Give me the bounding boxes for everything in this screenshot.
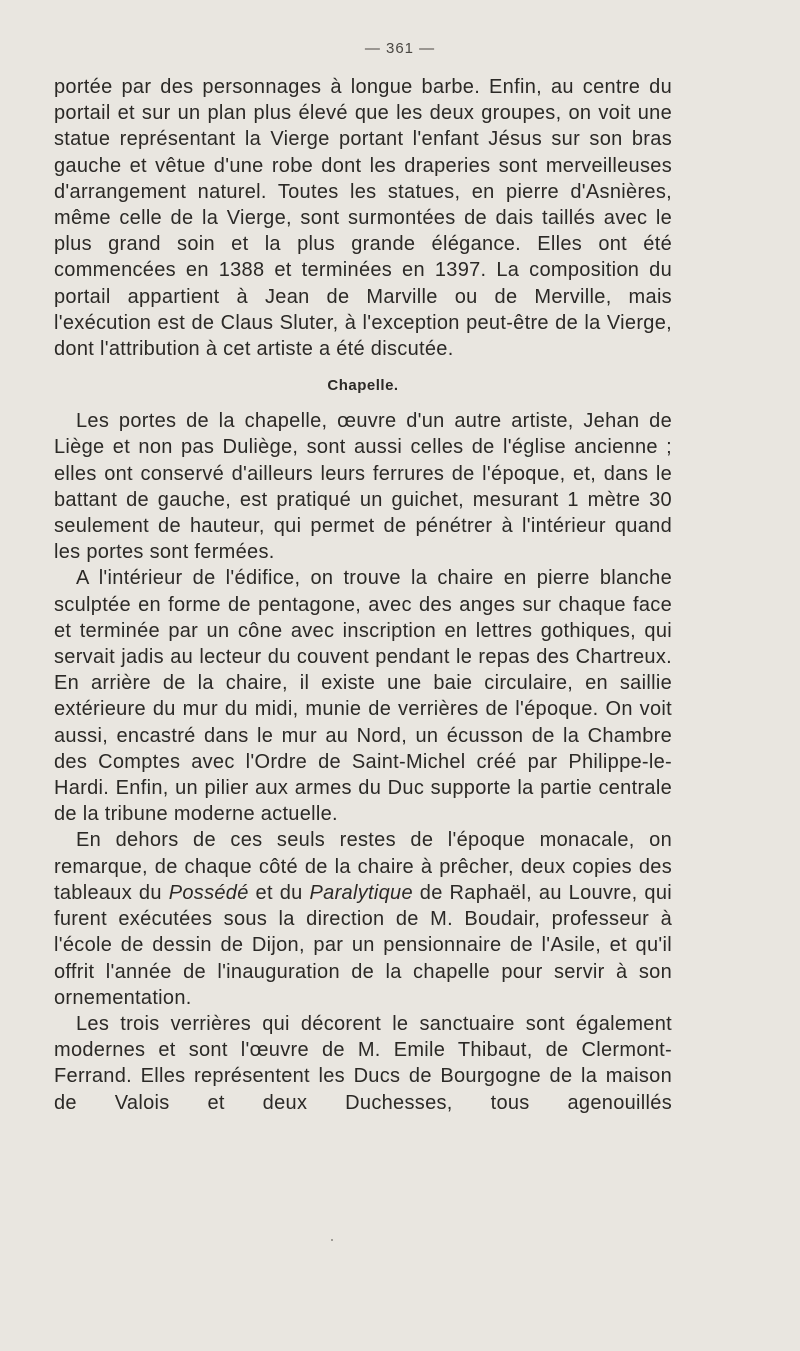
tableaux-text-2: et du — [248, 881, 310, 904]
tableaux-text-3: de Raphaël, au Louvre, qui furent exécutées sous la direction de M. Boudair, professeur à l'école de dessin de Dijon, par un pensionnaire de l'Asile, et qu'il offrit l'année de l'inauguration de la chapelle pour servir à son ornementation. — [54, 881, 672, 1009]
section-heading-chapelle: Chapelle. — [327, 377, 399, 395]
title-possede: Possédé — [168, 881, 249, 904]
paragraph-tableaux — [54, 827, 672, 1010]
paragraph-interieur: A l'intérieur de l'édifice, on trouve la chaire en pierre blanche sculptée en forme de pentagone, avec des anges sur chaque face et terminée par un cône avec inscription en lettres gothiques, qui servait jadis au lecteur du couvent pendant le repas des Chartreux. En arrière de la chaire, il existe une baie circulaire, en saillie extérieure du mur du midi, munie de verrières de l'époque. On voit aussi, encastré dans le mur au Nord, un écusson de la Chambre des Comptes avec l'Ordre de Saint-Michel créé par Philippe-le-Hardi. Enfin, un pilier aux armes du Duc supporte la partie centrale de la tribune moderne actuelle. — [54, 567, 672, 826]
page-number: — 361 — — [364, 40, 436, 57]
tableaux-text-1: En dehors de ces seuls restes de l'époque monacale, on remarque, de chaque côté de la chaire à prêcher, deux copies des tableaux du — [54, 829, 672, 904]
paragraph-verrieres: Les trois verrières qui décorent le sanctuaire sont également modernes et sont l'œuvre de M. Emile Thibaut, de Clermont-Ferrand. Elles représentent les Ducs de Bourgogne de la maison de Valois et deux Duchesses, tous agenouillés — [54, 1012, 672, 1114]
paper-speck — [331, 1239, 333, 1241]
title-paralytique: Paralytique — [309, 881, 413, 904]
paragraph-portes: Les portes de la chapelle, œuvre d'un autre artiste, Jehan de Liège et non pas Duliège, sont aussi celles de l'église ancienne ; elles ont conservé d'ailleurs leurs ferrures de l'époque, et, dans le battant de gauche, est pratiqué un guichet, mesurant 1 mètre 30 seulement de hauteur, qui permet de pénétrer à l'intérieur quand les portes sont fermées. — [54, 410, 672, 564]
body-text — [54, 74, 672, 1116]
paragraph-portail: portée par des personnages à longue barbe. Enfin, au centre du portail et sur un plan plus élevé que les deux groupes, on voit une statue représentant la Vierge portant l'enfant Jésus sur son bras gauche et vêtue d'une robe dont les draperies sont merveilleuses d'arrangement naturel. Toutes les statues, en pierre d'Asnières, même celle de la Vierge, sont surmontées de dais taillés avec le plus grand soin et la plus grande élégance. Elles ont été commencées en 1388 et terminées en 1397. La composition du portail appartient à Jean de Marville ou de Merville, mais l'exécution est de Claus Sluter, à l'exception peut-être de la Vierge, dont l'attribution à cet artiste a été discutée. — [54, 76, 672, 361]
